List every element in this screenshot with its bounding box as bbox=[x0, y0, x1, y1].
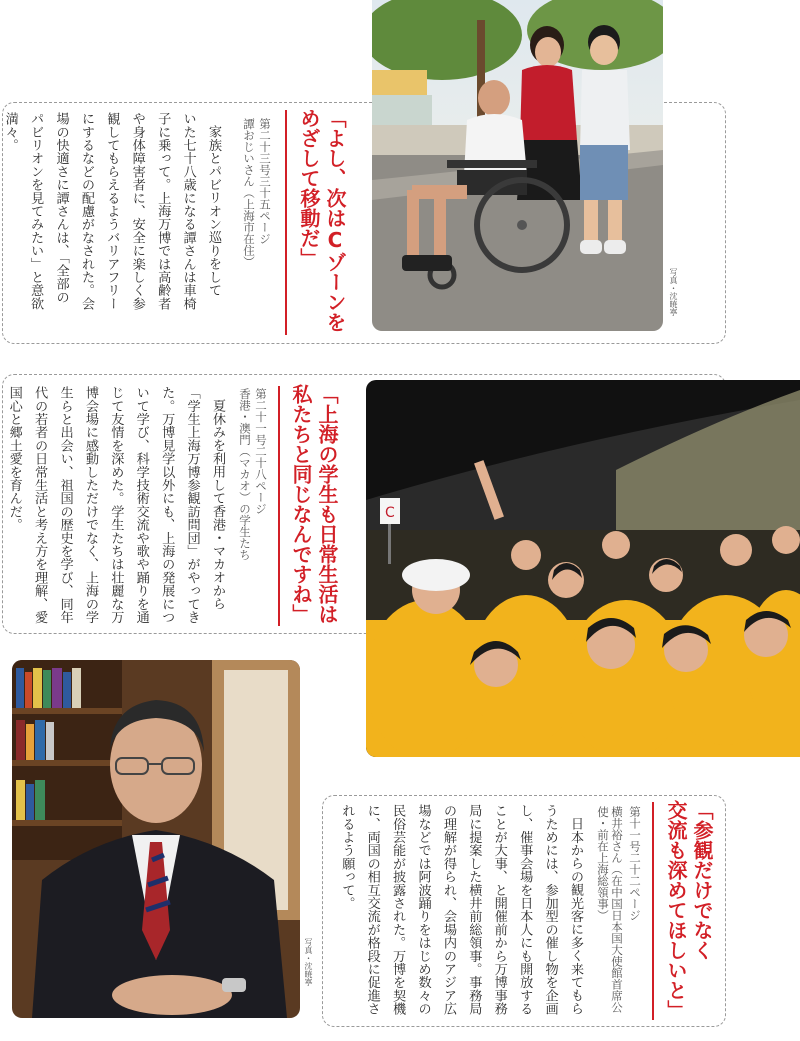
body-line: いて学び、科学技術交流や歌や踊りを通 bbox=[133, 386, 149, 624]
person-students: 香港・澳門（マカオ）の学生たち bbox=[238, 388, 252, 561]
person-wheelchair: 譚おじいさん（上海市在住） bbox=[242, 118, 256, 268]
body-students bbox=[2, 386, 230, 630]
students-photo-image bbox=[366, 380, 800, 757]
body-yokoi bbox=[332, 804, 588, 1022]
person-line: 横井裕さん（在中国日本国大使館首席公 bbox=[610, 806, 624, 1013]
title-accent-line bbox=[285, 110, 287, 335]
body-line: じて友情を深めた。学生たちは壮麗な万 bbox=[108, 386, 124, 624]
body-line: 博会場に感動しただけでなく、上海の学 bbox=[82, 386, 98, 624]
body-line: いた七十八歳になる譚さんは車椅 bbox=[180, 112, 196, 310]
body-line: れるよう願って。 bbox=[339, 804, 355, 910]
photo-students bbox=[366, 380, 800, 757]
body-line: 夏休みを利用して香港・マカオから bbox=[210, 399, 225, 611]
body-line: 局に提案した横井前総領事。事務局 bbox=[466, 804, 482, 1016]
title-line: めざして移動だ」 bbox=[297, 108, 321, 268]
body-line: 場の快適さに譚さんは、「全部の bbox=[53, 112, 69, 304]
title-line: 「参観だけでなく bbox=[690, 800, 714, 960]
person-yokoi bbox=[596, 806, 624, 1016]
title-line: 私たちと同じなんですね」 bbox=[289, 384, 313, 624]
body-line: 子に乗って。上海万博では高齢者 bbox=[155, 112, 171, 310]
body-line: 満々。 bbox=[2, 112, 18, 152]
photo-portrait bbox=[12, 660, 300, 1018]
page-ref-yokoi: 第十一号二十二ページ bbox=[628, 806, 642, 921]
body-line: の理解が得られ、会場内のアジア広 bbox=[440, 804, 456, 1016]
sign-letter: C bbox=[385, 505, 395, 521]
title-line: 「上海の学生も日常生活は bbox=[315, 384, 339, 624]
body-line: 場などでは阿波踊りをはじめ数々の bbox=[415, 804, 431, 1016]
body-line: 家族とパビリオン巡りをして bbox=[206, 125, 221, 297]
title-line: 交流も深めてほしいと」 bbox=[664, 800, 688, 1020]
title-wheelchair bbox=[296, 108, 348, 338]
body-line: 「学生上海万博参観訪問団」がやってき bbox=[184, 386, 200, 624]
body-line: 日本からの観光客に多く来てもら bbox=[568, 817, 583, 1016]
body-line: にするなどの配慮がなされた。会 bbox=[78, 112, 94, 310]
title-accent-line bbox=[652, 802, 654, 1020]
photo-credit-bottom: 写真・沈暁寧 bbox=[304, 938, 313, 986]
body-line: に、両国の相互交流が格段に促進さ bbox=[364, 804, 380, 1016]
page-ref-wheelchair: 第二十三号三十五ページ bbox=[258, 118, 272, 245]
body-line: し、催事会場を日本人にも開放する bbox=[517, 804, 533, 1016]
body-line: うためには、参加型の催し物を企画 bbox=[542, 804, 558, 1016]
body-line: 民俗芸能が披露された。万博を契機 bbox=[390, 804, 406, 1016]
title-line: 「よし、次はCゾーンを bbox=[323, 108, 347, 332]
person-line: 使・前在上海総領事） bbox=[596, 806, 610, 921]
body-line: 生らと出会い、祖国の歴史を学び、同年 bbox=[57, 386, 73, 624]
body-line: パビリオンを見てみたい」と意欲 bbox=[28, 112, 44, 310]
body-line: た。万博見学以外にも、上海の発展につ bbox=[159, 386, 175, 624]
portrait-photo-image bbox=[12, 660, 300, 1018]
body-line: ことが大事、と開催前から万博事務 bbox=[491, 804, 507, 1016]
wheelchair-photo-image bbox=[372, 0, 663, 331]
body-line: 代の若者の日常生活と考え方を理解、愛 bbox=[32, 386, 48, 624]
title-students bbox=[288, 384, 340, 629]
title-yokoi bbox=[663, 800, 715, 1022]
body-line: 観してもらえるようバリアフリー bbox=[104, 112, 120, 310]
page-ref-students: 第二十一号二十八ページ bbox=[254, 388, 268, 515]
title-accent-line bbox=[278, 386, 280, 626]
body-line: 国心と郷土愛を育んだ。 bbox=[6, 386, 22, 532]
body-wheelchair bbox=[2, 112, 226, 340]
photo-wheelchair bbox=[372, 0, 663, 331]
body-line: や身体障害者に、安全に楽しく参 bbox=[129, 112, 145, 310]
photo-credit-top: 写真・沈暁寧 bbox=[669, 268, 678, 316]
